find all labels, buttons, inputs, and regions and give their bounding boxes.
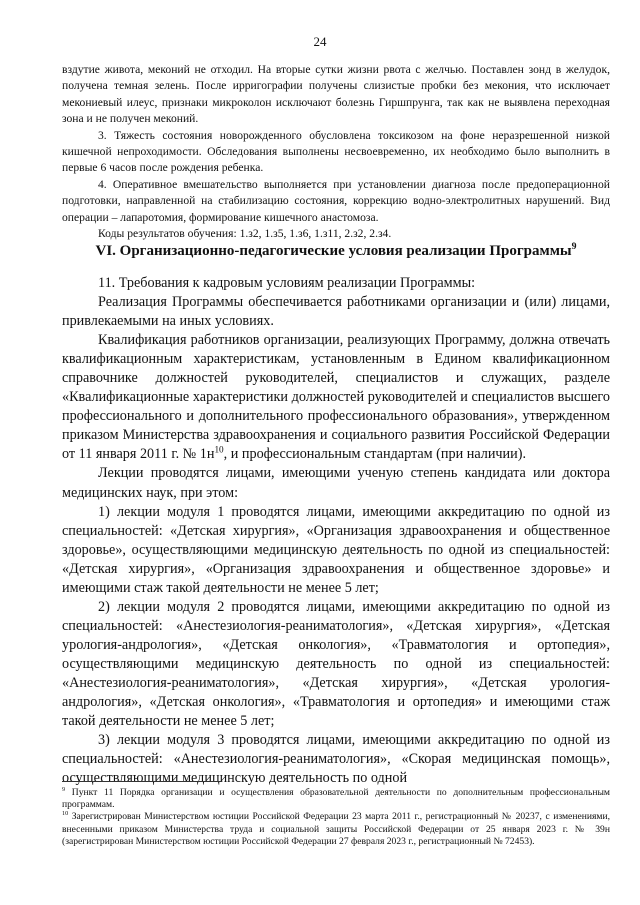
section-body — [62, 274, 610, 788]
intro-paragraph: вздутие живота, меконий не отходил. На вторые сутки жизни рвота с желчью. Поставлен зонд в желудок, получена темная зелень. После ирригографии получены слизистые пробки без мекония, что исключает мекониевый илеус, признаки микроколон исключают болезнь Гиршпрунга, так как не выявлена переходная зона и не получен меконий. — [62, 63, 610, 126]
footnote-10-mark: 10 — [62, 810, 69, 818]
body-paragraph-requirements: 11. Требования к кадровым условиям реализации Программы: — [98, 275, 476, 291]
qualification-text-end: , и профессиональным стандартам (при наличии). — [223, 446, 527, 463]
footnote-10 — [62, 811, 610, 848]
page-number: 24 — [313, 34, 327, 49]
answer-item-3: 3. Тяжесть состояния новорожденного обусловлена токсикозом на фоне неразрешенной низкой кишечной непроходимости. Обследования выполнены несвоевременно, их необходимо было выполнить в первые 6 часов после рождения ребенка. — [62, 128, 610, 175]
section-heading — [62, 243, 610, 260]
footnote-9 — [62, 787, 610, 811]
body-paragraph-implementation: Реализация Программы обеспечивается работниками организации и (или) лицами, привлекаемыми на иных условиях. — [62, 294, 610, 330]
body-paragraph-module-3: 3) лекции модуля 3 проводятся лицами, имеющими аккредитацию по одной из специальностей: «Анестезиология-реаниматология», «Скорая медицинская помощь», осуществляющими медицинскую деятельность по одной — [62, 732, 610, 787]
footnote-9-text: Пункт 11 Порядка организации и осуществления образовательной деятельности по дополнительным профессиональным программам. — [62, 787, 610, 811]
footnote-10-text: Зарегистрирован Министерством юстиции Российской Федерации 23 марта 2011 г., регистрационный № 20237, с изменениями, внесенными приказом Министерства труда и социальной защиты Российской Федерации от 25 января 2023 г. № 39н (зарегистрирован Министерством юстиции Российской Федерации 27 февраля 2023 г., регистрационный № 72453). — [62, 811, 610, 847]
case-answer-continuation — [62, 62, 610, 242]
footnote-9-mark: 9 — [62, 785, 66, 793]
footnote-ref-10: 10 — [214, 444, 224, 455]
body-paragraph-lectures: Лекции проводятся лицами, имеющими ученую степень кандидата или доктора медицинских наук, при этом: — [62, 465, 610, 501]
body-paragraph-qualification — [62, 331, 610, 464]
footnote-ref-9: 9 — [571, 241, 577, 252]
body-paragraph-module-2: 2) лекции модуля 2 проводятся лицами, имеющими аккредитацию по одной из специальностей: «Анестезиология-реаниматология», «Детская хирургия», «Детская урология-андрология», «Детская онкология», «Травматология и ортопедия», осуществляющими медицинскую деятельность по одной из специальностей: «Анестезиология-реаниматология», «Детская хирургия», «Детская урология-андрология», «Детская онкология», «Травматология и ортопедия» и имеющими стаж такой деятельности не менее 5 лет; — [62, 598, 610, 730]
section-heading-text: VI. Организационно-педагогические условия реализации Программы — [95, 243, 572, 259]
learning-outcome-codes: Коды результатов обучения: 1.з2, 1.з5, 1.з6, 1.з11, 2.з2, 2.з4. — [98, 227, 392, 241]
footnotes — [62, 787, 610, 848]
answer-item-4: 4. Оперативное вмешательство выполняется при установлении диагноза после предоперационной подготовки, направленной на стабилизацию состояния, коррекцию водно-электролитных нарушений. Вид операции – лапаротомия, формирование кишечного анастомоза. — [62, 177, 610, 224]
qualification-text: Квалификация работников организации, реализующих Программу, должна отвечать квалификационным характеристикам, установленным в Едином квалификационном справочнике должностей руководителей, специалистов и служащих, разделе «Квалификационные характеристики должностей руководителей и специалистов высшего профессионального и дополнительного профессионального образования», утвержденном приказом Министерства здравоохранения и социального развития Российской Федерации от 11 января 2011 г. № 1н — [62, 332, 610, 463]
body-paragraph-module-1: 1) лекции модуля 1 проводятся лицами, имеющими аккредитацию по одной из специальностей: «Детская хирургия», «Организация здравоохранения и общественное здоровье», осуществляющими медицинскую деятельность по одной из специальностей: «Детская хирургия», «Организация здравоохранения и общественное здоровье» и имеющими стаж такой деятельности не менее 5 лет; — [62, 503, 610, 596]
footnote-divider — [62, 781, 222, 782]
